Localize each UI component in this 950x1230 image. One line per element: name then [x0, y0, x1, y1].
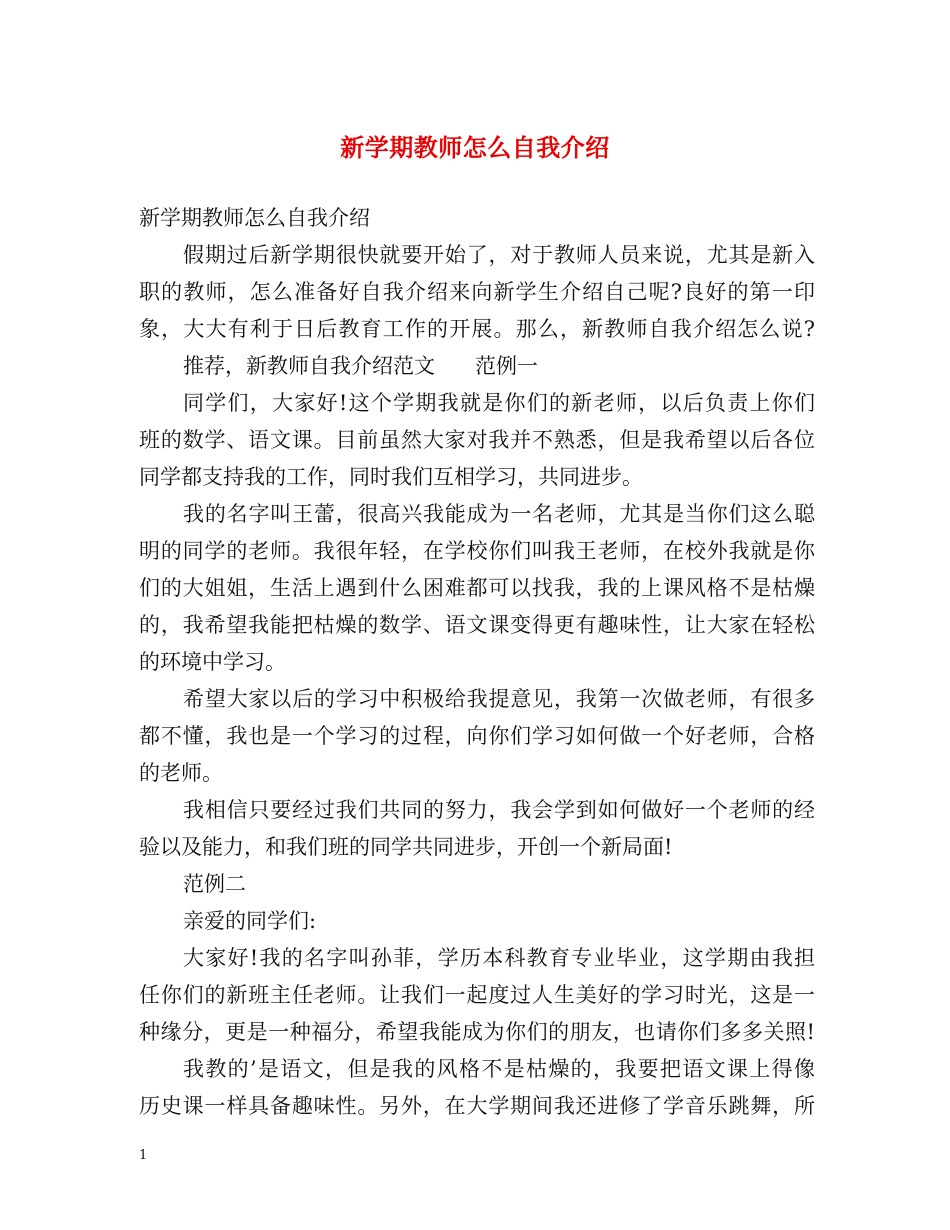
document-title: 新学期教师怎么自我介绍: [340, 133, 610, 162]
text-line: 们的大姐姐，生活上遇到什么困难都可以找我，我的上课风格不是枯燥: [139, 576, 815, 600]
text-line: 验以及能力，和我们班的同学共同进步，开创一个新局面!: [139, 835, 673, 859]
text-line: 历史课一样具备趣味性。另外，在大学期间我还进修了学音乐跳舞，所: [139, 1094, 815, 1118]
text-line: 种缘分，更是一种福分，希望我能成为你们的朋友，也请你们多多关照!: [139, 1020, 815, 1044]
text-line: 都不懂，我也是一个学习的过程，向你们学习如何做一个好老师，合格: [139, 724, 815, 748]
text-line: 范例二: [183, 872, 246, 896]
text-segment: 推荐，新教师自我介绍范文: [183, 354, 435, 378]
text-line: 假期过后新学期很快就要开始了，对于教师人员来说，尤其是新入: [183, 243, 815, 267]
text-line: 我相信只要经过我们共同的努力，我会学到如何做好一个老师的经: [183, 798, 815, 822]
page-number: 1: [139, 1148, 148, 1163]
text-line: 的老师。: [139, 761, 223, 785]
text-line: 我教的’是语文，但是我的风格不是枯燥的，我要把语文课上得像: [183, 1057, 815, 1081]
text-line: 希望大家以后的学习中积极给我提意见，我第一次做老师，有很多: [183, 687, 815, 711]
text-line: 的，我希望我能把枯燥的数学、语文课变得更有趣味性，让大家在轻松: [139, 613, 815, 637]
text-line: 任你们的新班主任老师。让我们一起度过人生美好的学习时光，这是一: [139, 983, 815, 1007]
text-line: 象，大大有利于日后教育工作的开展。那么，新教师自我介绍怎么说?: [139, 317, 815, 341]
document-body: [139, 200, 815, 1125]
text-line: 同学们，大家好!这个学期我就是你们的新老师，以后负责上你们: [183, 391, 815, 415]
text-segment: 范例一: [475, 354, 538, 378]
text-line: 班的数学、语文课。目前虽然大家对我并不熟悉，但是我希望以后各位: [139, 428, 815, 452]
text-line: 职的教师，怎么准备好自我介绍来向新学生介绍自己呢?良好的第一印: [139, 280, 815, 304]
text-line: [139, 348, 815, 385]
text-line: 同学都支持我的工作，同时我们互相学习，共同进步。: [139, 465, 643, 489]
text-line: 大家好!我的名字叫孙菲，学历本科教育专业毕业，这学期由我担: [183, 946, 815, 970]
text-line: 新学期教师怎么自我介绍: [139, 206, 370, 230]
text-line: 亲爱的同学们:: [183, 909, 317, 933]
text-line: 的环境中学习。: [139, 650, 286, 674]
text-line: 明的同学的老师。我很年轻，在学校你们叫我王老师，在校外我就是你: [139, 539, 815, 563]
text-line: 我的名字叫王蕾，很高兴我能成为一名老师，尤其是当你们这么聪: [183, 502, 815, 526]
